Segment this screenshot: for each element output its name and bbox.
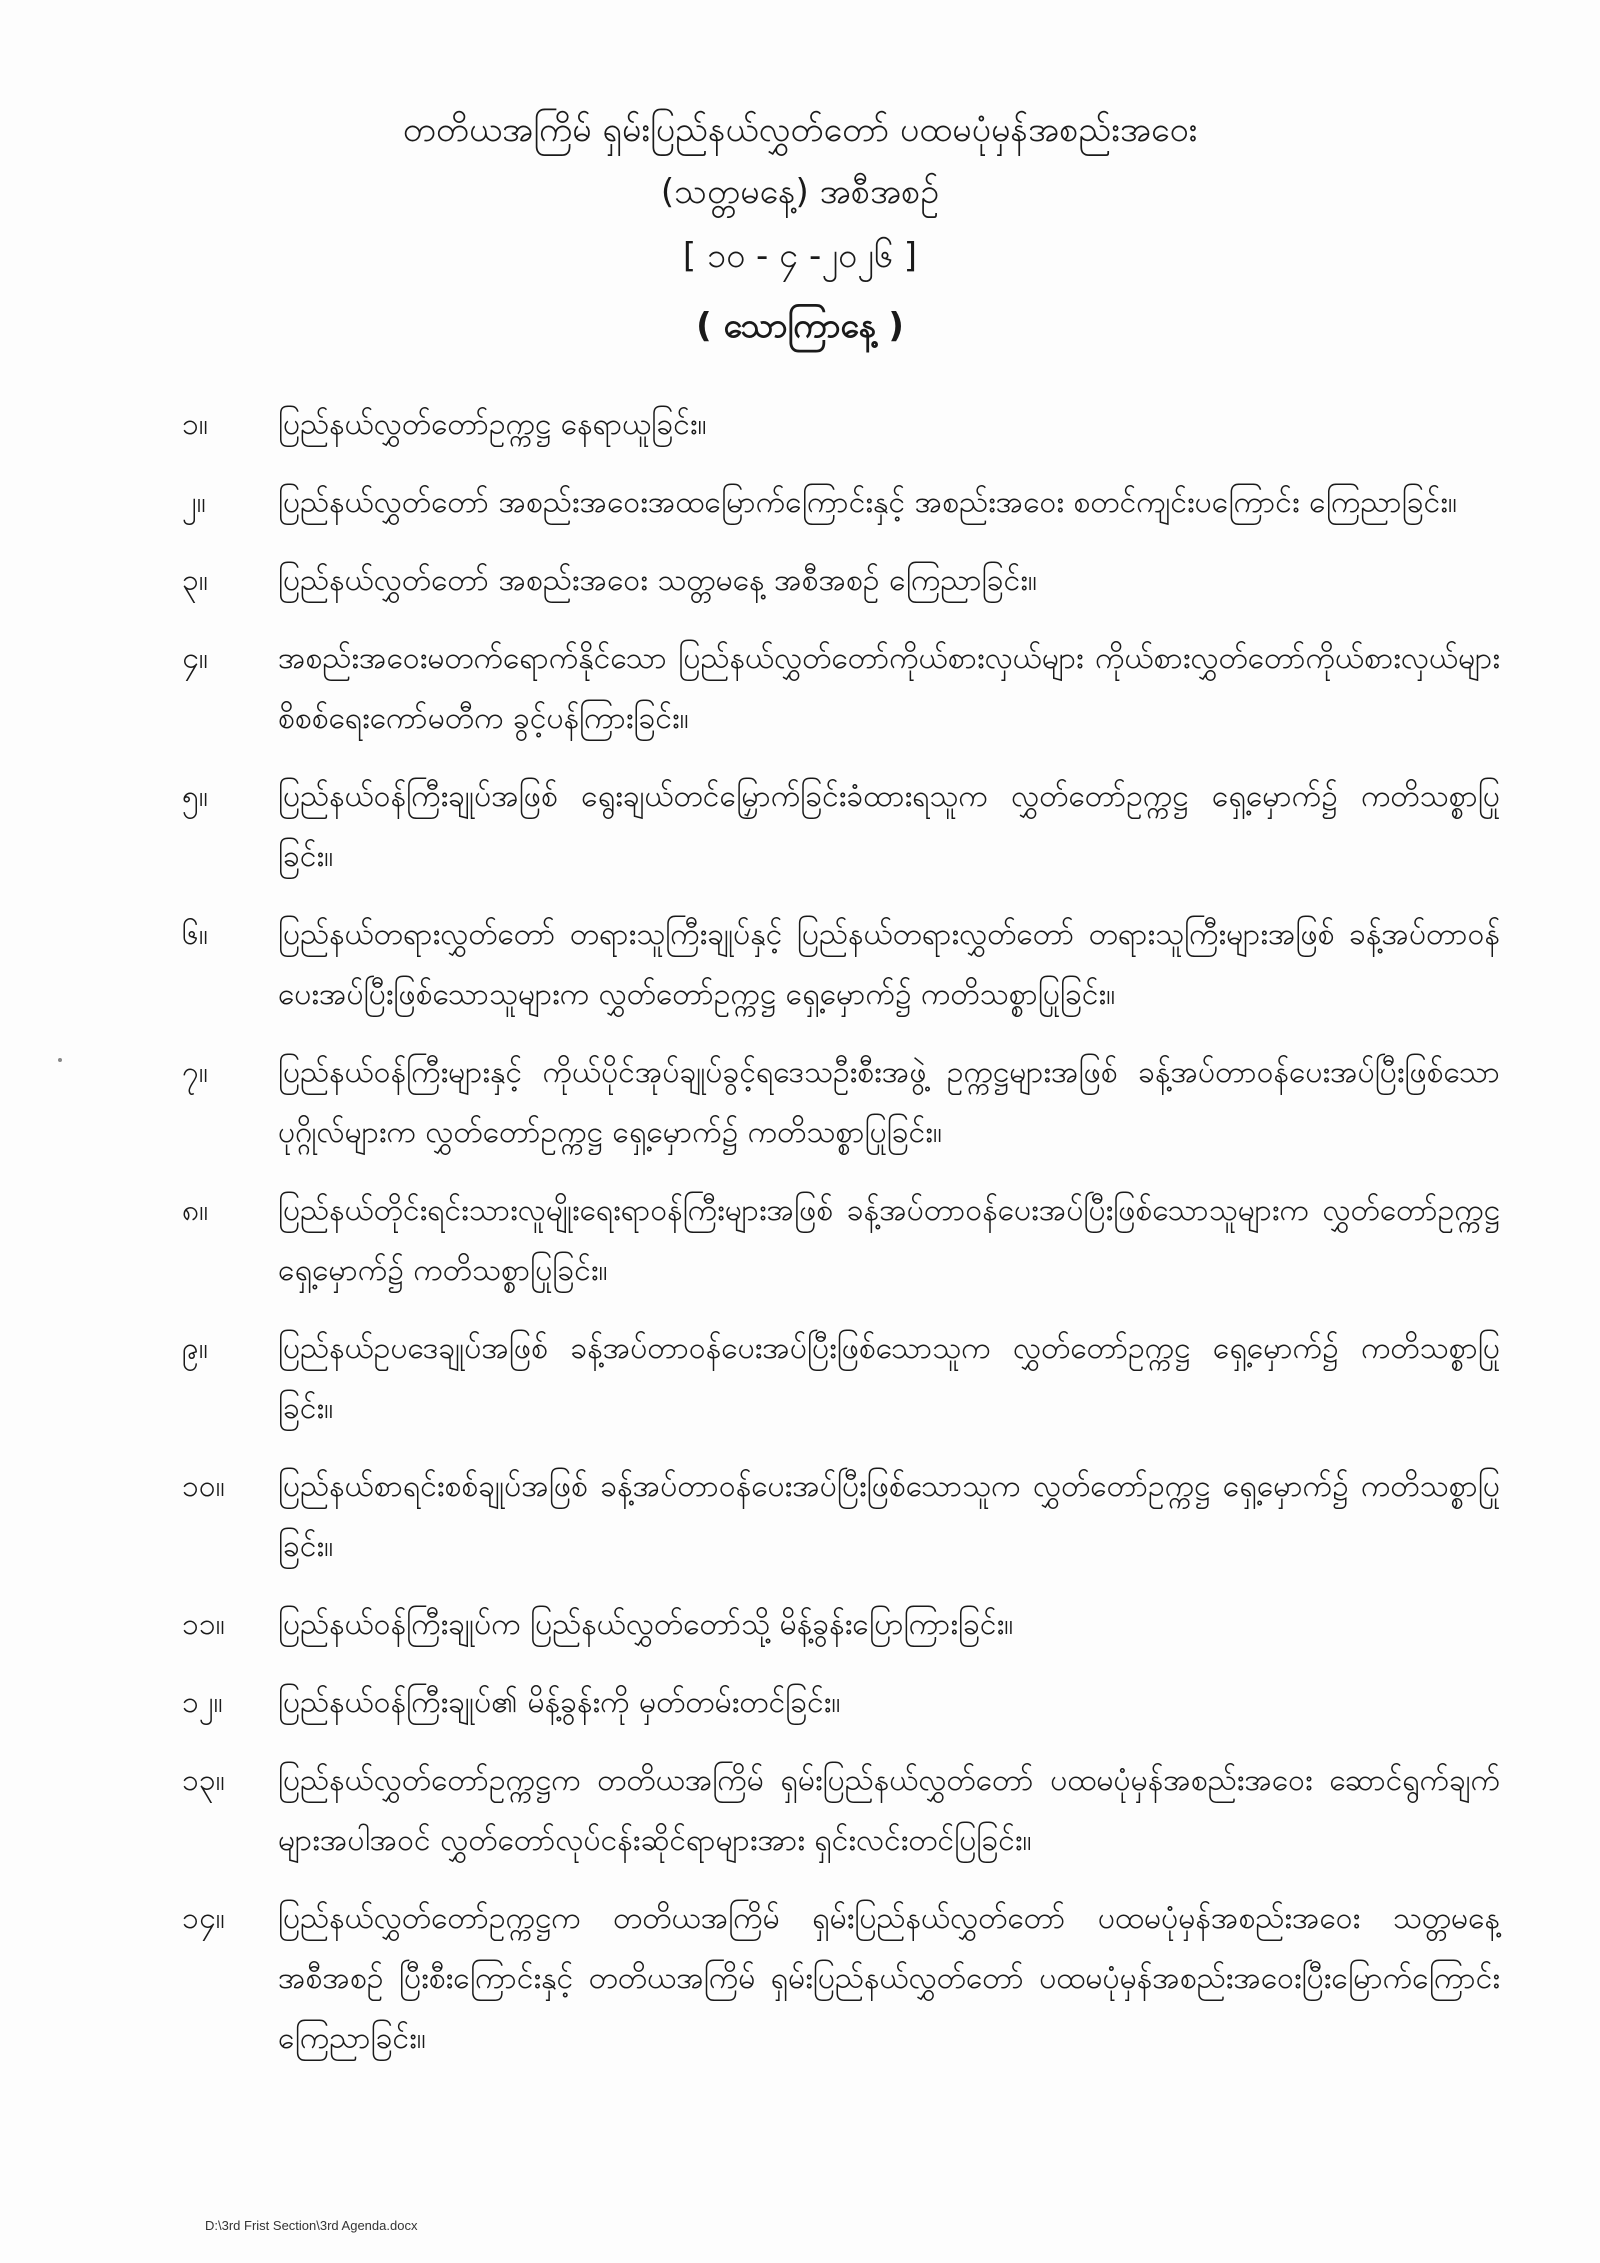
file-path: D:\3rd Frist Section\3rd Agenda.docx	[205, 2218, 418, 2233]
agenda-item-text: ပြည်နယ်စာရင်းစစ်ချုပ်အဖြစ် ခန့်အပ်တာဝန်ပေးအပ်ပြီးဖြစ်သောသူက လွှတ်တော်ဥက္ကဋ္ဌ ရှေ့မှောက်၌ ကတိသစ္စာပြုခြင်း။	[278, 1469, 1500, 1564]
agenda-item	[182, 1181, 1500, 1301]
agenda-item	[182, 395, 1500, 455]
agenda-item	[182, 1889, 1500, 2069]
agenda-item-text: ပြည်နယ်တရားလွှတ်တော် တရားသူကြီးချုပ်နှင့် ပြည်နယ်တရားလွှတ်တော် တရားသူကြီးများအဖြစ် ခန့်အပ်တာဝန်ပေးအပ်ပြီးဖြစ်သောသူများက လွှတ်တော်ဥက္ကဋ္ဌ ရှေ့မှောက်၌ ကတိသစ္စာပြုခြင်း။	[278, 917, 1500, 1012]
agenda-item-number: ၉။	[182, 1331, 208, 1366]
agenda-item-number: ၈။	[182, 1193, 209, 1228]
agenda-item-text: ပြည်နယ်ဝန်ကြီးချုပ်အဖြစ် ရွေးချယ်တင်မြှောက်ခြင်းခံထားရသူက လွှတ်တော်ဥက္ကဋ္ဌ ရှေ့မှောက်၌ ကတိသစ္စာပြုခြင်း။	[278, 779, 1500, 874]
agenda-list	[182, 395, 1500, 2087]
agenda-item-number: ၁၁။	[182, 1607, 225, 1642]
agenda-item-number: ၁၂။	[182, 1685, 223, 1720]
session-title: တတိယအကြိမ် ရှမ်းပြည်နယ်လွှတ်တော် ပထမပုံမှန်အစည်းအဝေး	[402, 110, 1198, 150]
agenda-item	[182, 1043, 1500, 1163]
agenda-item-text: ပြည်နယ်လွှတ်တော် အစည်းအဝေးအထမြောက်ကြောင်းနှင့် အစည်းအဝေး စတင်ကျင်းပကြောင်း ကြေညာခြင်း။	[278, 485, 1457, 520]
agenda-header	[0, 108, 1600, 370]
agenda-item	[182, 1457, 1500, 1577]
agenda-item-text: ပြည်နယ်ဥပဒေချုပ်အဖြစ် ခန့်အပ်တာဝန်ပေးအပ်ပြီးဖြစ်သောသူက လွှတ်တော်ဥက္ကဋ္ဌ ရှေ့မှောက်၌ ကတိသစ္စာပြုခြင်း။	[278, 1331, 1500, 1426]
agenda-item-number: ၅။	[182, 779, 208, 814]
agenda-item-text: အစည်းအဝေးမတက်ရောက်နိုင်သော ပြည်နယ်လွှတ်တော်ကိုယ်စားလှယ်များ ကိုယ်စားလွှတ်တော်ကိုယ်စားလှယ်များစိစစ်ရေးကော်မတီက ခွင့်ပန်ကြားခြင်း။	[278, 641, 1500, 736]
agenda-item-number: ၄။	[182, 641, 208, 676]
agenda-item-number: ၁။	[182, 407, 208, 442]
agenda-item-text: ပြည်နယ်ဝန်ကြီးချုပ်က ပြည်နယ်လွှတ်တော်သို့ မိန့်ခွန်းပြောကြားခြင်း။	[278, 1607, 1014, 1642]
agenda-item	[182, 551, 1500, 611]
scan-speck	[58, 1058, 62, 1062]
agenda-item	[182, 1673, 1500, 1733]
agenda-item-number: ၃။	[182, 563, 208, 598]
agenda-item-number: ၆။	[182, 917, 208, 952]
agenda-item-number: ၁၃။	[182, 1763, 225, 1798]
agenda-item-number: ၁၀။	[182, 1469, 225, 1504]
agenda-item-text: ပြည်နယ်လွှတ်တော်ဥက္ကဋ္ဌက တတိယအကြိမ် ရှမ်းပြည်နယ်လွှတ်တော် ပထမပုံမှန်အစည်းအဝေး ဆောင်ရွက်ချက်များအပါအဝင် လွှတ်တော်လုပ်ငန်းဆိုင်ရာများအား ရှင်းလင်းတင်ပြခြင်း။	[278, 1763, 1500, 1858]
agenda-item-text: ပြည်နယ်တိုင်းရင်းသားလူမျိုးရေးရာဝန်ကြီးများအဖြစ် ခန့်အပ်တာဝန်ပေးအပ်ပြီးဖြစ်သောသူများက လွှတ်တော်ဥက္ကဋ္ဌ ရှေ့မှောက်၌ ကတိသစ္စာပြုခြင်း။	[278, 1193, 1500, 1288]
agenda-item-number: ၂။	[182, 485, 206, 520]
agenda-item-number: ၁၄။	[182, 1901, 225, 1936]
agenda-item-text: ပြည်နယ်လွှတ်တော်ဥက္ကဋ္ဌ နေရာယူခြင်း။	[278, 407, 707, 442]
agenda-item	[182, 473, 1500, 533]
session-date: [ ၁၀ - ၄ -၂၀၂၆ ]	[682, 236, 918, 276]
agenda-item	[182, 905, 1500, 1025]
agenda-item	[182, 629, 1500, 749]
agenda-item-text: ပြည်နယ်ဝန်ကြီးချုပ်၏ မိန့်ခွန်းကို မှတ်တမ်းတင်ခြင်း။	[278, 1685, 841, 1720]
agenda-item-text: ပြည်နယ်လွှတ်တော် အစည်းအဝေး သတ္တမနေ့ အစီအစဉ် ကြေညာခြင်း။	[278, 563, 1037, 598]
agenda-item-text: ပြည်နယ်လွှတ်တော်ဥက္ကဋ္ဌက တတိယအကြိမ် ရှမ်းပြည်နယ်လွှတ်တော် ပထမပုံမှန်အစည်းအဝေး သတ္တမနေ့ အစီအစဉ် ပြီးစီးကြောင်းနှင့် တတိယအကြိမ် ရှမ်းပြည်နယ်လွှတ်တော် ပထမပုံမှန်အစည်းအဝေးပြီးမြောက်ကြောင်း ကြေညာခြင်း။	[278, 1901, 1500, 2056]
agenda-item-text: ပြည်နယ်ဝန်ကြီးများနှင့် ကိုယ်ပိုင်အုပ်ချုပ်ခွင့်ရဒေသဦးစီးအဖွဲ့ ဥက္ကဋ္ဌများအဖြစ် ခန့်အပ်တာဝန်ပေးအပ်ပြီးဖြစ်သော ပုဂ္ဂိုလ်များက လွှတ်တော်ဥက္ကဋ္ဌ ရှေ့မှောက်၌ ကတိသစ္စာပြုခြင်း။	[278, 1055, 1500, 1150]
day-agenda-title: (သတ္တမနေ့) အစီအစဉ်	[660, 172, 940, 212]
weekday: ( သောကြာနေ့ )	[696, 306, 904, 346]
agenda-item	[182, 1751, 1500, 1871]
agenda-item	[182, 767, 1500, 887]
agenda-item-number: ၇။	[182, 1055, 208, 1090]
agenda-item	[182, 1319, 1500, 1439]
agenda-item	[182, 1595, 1500, 1655]
